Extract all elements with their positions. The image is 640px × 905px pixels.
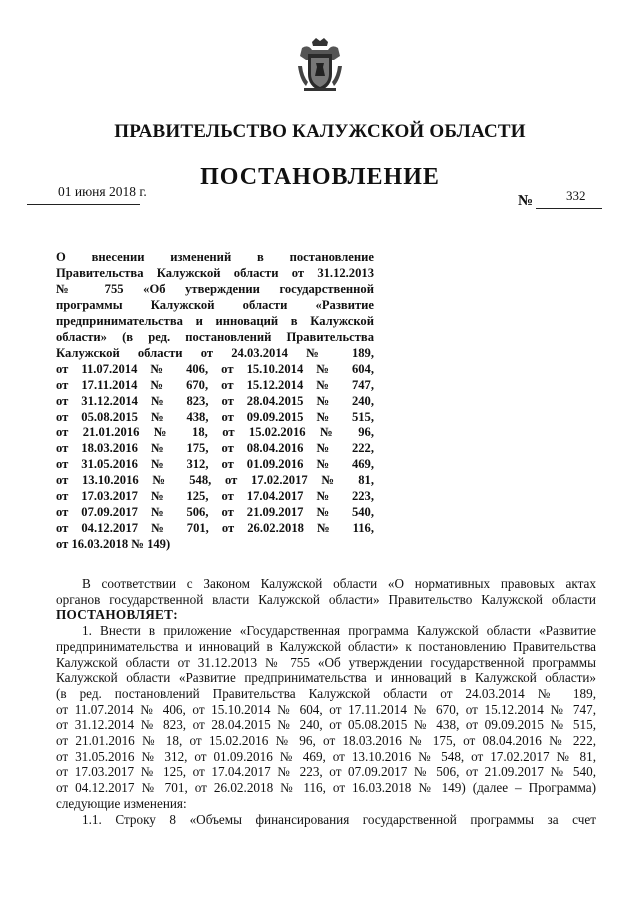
resolves-keyword: ПОСТАНОВЛЯЕТ:	[56, 607, 178, 623]
title-line: программы Калужской области «Развитие	[56, 297, 374, 312]
title-line: предпринимательства и инноваций в Калужской	[56, 313, 374, 328]
document-number: 332	[566, 188, 586, 203]
title-line: области» (в ред. постановлений Правительства	[56, 329, 374, 344]
title-line: от 13.10.2016 № 548, от 17.02.2017 № 81,	[56, 473, 374, 488]
body-line: 1.1. Строку 8 «Объемы финансирования государственной программы за счет	[82, 811, 596, 827]
body-line: предпринимательства и инноваций в Калужской области» к постановлению Правительства	[56, 638, 596, 654]
coat-of-arms-emblem	[294, 36, 346, 94]
body-line: (в ред. постановлений Правительства Калужской области от 24.03.2014 № 189,	[56, 685, 596, 701]
body-line: Калужской области «Развитие предпринимательства и инноваций в Калужской области»	[56, 670, 596, 686]
title-line: от 31.12.2014 № 823, от 28.04.2015 № 240,	[56, 393, 374, 408]
title-line: от 11.07.2014 № 406, от 15.10.2014 № 604,	[56, 361, 374, 376]
title-line: от 21.01.2016 № 18, от 15.02.2016 № 96,	[56, 425, 374, 440]
title-line: от 31.05.2016 № 312, от 01.09.2016 № 469,	[56, 457, 374, 472]
preamble-paragraph	[56, 576, 596, 623]
title-line: № 755 «Об утверждении государственной	[56, 281, 374, 296]
body-line: от 21.01.2016 № 18, от 15.02.2016 № 96, от 18.03.2016 № 175, от 08.04.2016 № 222,	[56, 733, 596, 749]
item-1-paragraph	[56, 623, 596, 811]
government-title: ПРАВИТЕЛЬСТВО КАЛУЖСКОЙ ОБЛАСТИ	[114, 121, 526, 142]
title-line: Правительства Калужской области от 31.12.2013	[56, 265, 374, 280]
body-line: от 17.03.2017 № 125, от 17.04.2017 № 223, от 07.09.2017 № 506, от 21.09.2017 № 540,	[56, 764, 596, 780]
document-type-heading: ПОСТАНОВЛЕНИЕ	[200, 164, 440, 190]
document-body	[56, 576, 596, 827]
title-line: от 18.03.2016 № 175, от 08.04.2016 № 222,	[56, 441, 374, 456]
title-line: от 07.09.2017 № 506, от 21.09.2017 № 540,	[56, 505, 374, 520]
title-line: от 17.11.2014 № 670, от 15.12.2014 № 747,	[56, 377, 374, 392]
body-line: от 11.07.2014 № 406, от 15.10.2014 № 604, от 17.11.2014 № 670, от 15.12.2014 № 747,	[56, 701, 596, 717]
title-line: от 04.12.2017 № 701, от 26.02.2018 № 116,	[56, 521, 374, 536]
resolution-title	[56, 250, 374, 553]
item-1-1-paragraph	[56, 812, 596, 828]
body-line: следующие изменения:	[56, 795, 187, 811]
title-line: от 17.03.2017 № 125, от 17.04.2017 № 223,	[56, 489, 374, 504]
title-line: от 05.08.2015 № 438, от 09.09.2015 № 515,	[56, 409, 374, 424]
document-number-label: №	[518, 193, 534, 209]
body-line: от 04.12.2017 № 701, от 26.02.2018 № 116, от 16.03.2018 № 149) (далее – Программа)	[56, 780, 596, 796]
body-line: органов государственной власти Калужской области» Правительство Калужской области	[56, 591, 596, 607]
title-line: Калужской области от 24.03.2014 № 189,	[56, 345, 374, 360]
body-line: от 31.05.2016 № 312, от 01.09.2016 № 469, от 13.10.2016 № 548, от 17.02.2017 № 81,	[56, 748, 596, 764]
title-line: О внесении изменений в постановление	[56, 250, 374, 264]
body-line: Калужской области от 31.12.2013 № 755 «Об утверждении государственной программы	[56, 654, 596, 670]
body-line: В соответствии с Законом Калужской области «О нормативных правовых актах	[82, 576, 596, 591]
title-line: от 16.03.2018 № 149)	[56, 537, 171, 552]
date-underline	[27, 204, 140, 205]
body-line: от 31.12.2014 № 823, от 28.04.2015 № 240, от 05.08.2015 № 438, от 09.09.2015 № 515,	[56, 717, 596, 733]
number-underline	[536, 208, 602, 209]
document-date: 01 июня 2018 г.	[58, 184, 147, 199]
body-line: 1. Внести в приложение «Государственная программа Калужской области «Развитие	[82, 623, 596, 639]
